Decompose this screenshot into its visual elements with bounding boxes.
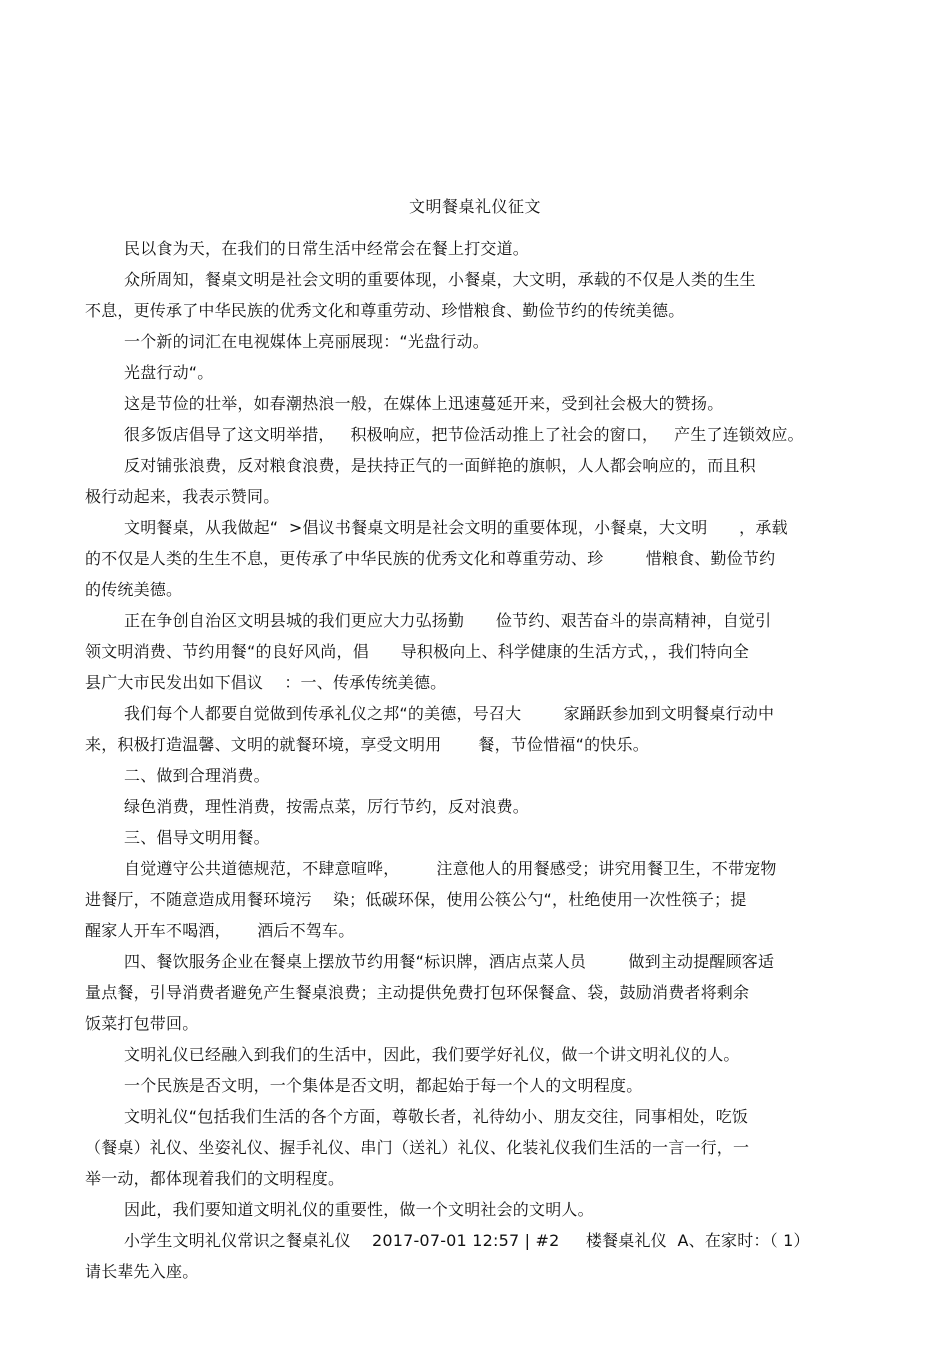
paragraph-line: 一个新的词汇在电视媒体上亮丽展现：“光盘行动。 (124, 332, 489, 351)
paragraph-line: 这是节俭的壮举，如春潮热浪一般，在媒体上迅速蔓延开来，受到社会极大的赞扬。 (124, 394, 724, 413)
paragraph-line: 正在争创自治区文明县城的我们更应大力弘扬勤 俭节约、艰苦奋斗的崇高精神，自觉引 (124, 611, 772, 630)
paragraph-continuation-line: 不息，更传承了中华民族的优秀文化和尊重劳动、珍惜粮食、勤俭节约的传统美德。 (85, 301, 685, 320)
paragraph-line: 光盘行动“。 (124, 363, 214, 382)
paragraph-line: 自觉遵守公共道德规范，不肆意喧哗， 注意他人的用餐感受；讲究用餐卫生，不带宠物 (124, 859, 777, 878)
paragraph-line: 二、做到合理消费。 (124, 766, 270, 785)
paragraph-line: 民以食为天，在我们的日常生活中经常会在餐上打交道。 (124, 239, 530, 258)
paragraph-line: 很多饭店倡导了这文明举措， 积极响应，把节俭活动推上了社会的窗口， 产生了连锁效应。 (124, 425, 804, 444)
paragraph-line: 因此，我们要知道文明礼仪的重要性，做一个文明社会的文明人。 (124, 1200, 594, 1219)
paragraph-line: 小学生文明礼仪常识之餐桌礼仪 2017-07-01 12:57 | #2 楼餐桌礼仪 A、在家时：（ 1） (124, 1231, 810, 1250)
paragraph-continuation-line: 醒家人开车不喝酒， 酒后不驾车。 (85, 921, 355, 940)
paragraph-continuation-line: 来，积极打造温馨、文明的就餐环境，享受文明用 餐，节俭惜福“的快乐。 (85, 735, 649, 754)
paragraph-continuation-line: （餐桌）礼仪、坐姿礼仪、握手礼仪、串门（送礼）礼仪、化装礼仪我们生活的一言一行，一 (85, 1138, 750, 1157)
paragraph-line: 文明礼仪已经融入到我们的生活中，因此，我们要学好礼仪，做一个讲文明礼仪的人。 (124, 1045, 740, 1064)
paragraph-continuation-line: 领文明消费、节约用餐“的良好风尚，倡 导积极向上、科学健康的生活方式，，我们特向全 (85, 642, 750, 661)
paragraph-line: 一个民族是否文明，一个集体是否文明，都起始于每一个人的文明程度。 (124, 1076, 643, 1095)
paragraph-continuation-line: 极行动起来，我表示赞同。 (85, 487, 280, 506)
paragraph-continuation-line: 县广大市民发出如下倡议 ：一、传承传统美德。 (85, 673, 447, 692)
paragraph-continuation-line: 进餐厅，不随意造成用餐环境污 染；低碳环保，使用公筷公勺“，杜绝使用一次性筷子；提 (85, 890, 747, 909)
paragraph-continuation-line: 举一动，都体现着我们的文明程度。 (85, 1169, 345, 1188)
paragraph-continuation-line: 的传统美德。 (85, 580, 183, 599)
paragraph-continuation-line: 请长辈先入座。 (85, 1262, 199, 1281)
paragraph-line: 我们每个人都要自觉做到传承礼仪之邦“的美德，号召大 家踊跃参加到文明餐桌行动中 (124, 704, 775, 723)
paragraph-continuation-line: 的不仅是人类的生生不息，更传承了中华民族的优秀文化和尊重劳动、珍 惜粮食、勤俭节约 (85, 549, 776, 568)
paragraph-line: 众所周知，餐桌文明是社会文明的重要体现，小餐桌，大文明，承载的不仅是人类的生生 (124, 270, 756, 289)
paragraph-continuation-line: 量点餐，引导消费者避免产生餐桌浪费；主动提供免费打包环保餐盒、袋，鼓励消费者将剩余 (85, 983, 750, 1002)
paragraph-line: 文明礼仪“包括我们生活的各个方面，尊敬长者，礼待幼小、朋友交往，同事相处，吃饭 (124, 1107, 749, 1126)
paragraph-line: 文明餐桌，从我做起“ >倡议书餐桌文明是社会文明的重要体现，小餐桌，大文明 ，承载 (124, 518, 788, 537)
document-body (85, 233, 865, 1287)
paragraph-line: 反对铺张浪费，反对粮食浪费，是扶持正气的一面鲜艳的旗帜，人人都会响应的，而且积 (124, 456, 756, 475)
paragraph-continuation-line: 饭菜打包带回。 (85, 1014, 199, 1033)
paragraph-line: 三、倡导文明用餐。 (124, 828, 270, 847)
document-title: 文明餐桌礼仪征文 (408, 197, 541, 216)
paragraph-line: 绿色消费，理性消费，按需点菜，厉行节约，反对浪费。 (124, 797, 530, 816)
paragraph-line: 四、餐饮服务企业在餐桌上摆放节约用餐“标识牌，酒店点菜人员 做到主动提醒顾客适 (124, 952, 775, 971)
